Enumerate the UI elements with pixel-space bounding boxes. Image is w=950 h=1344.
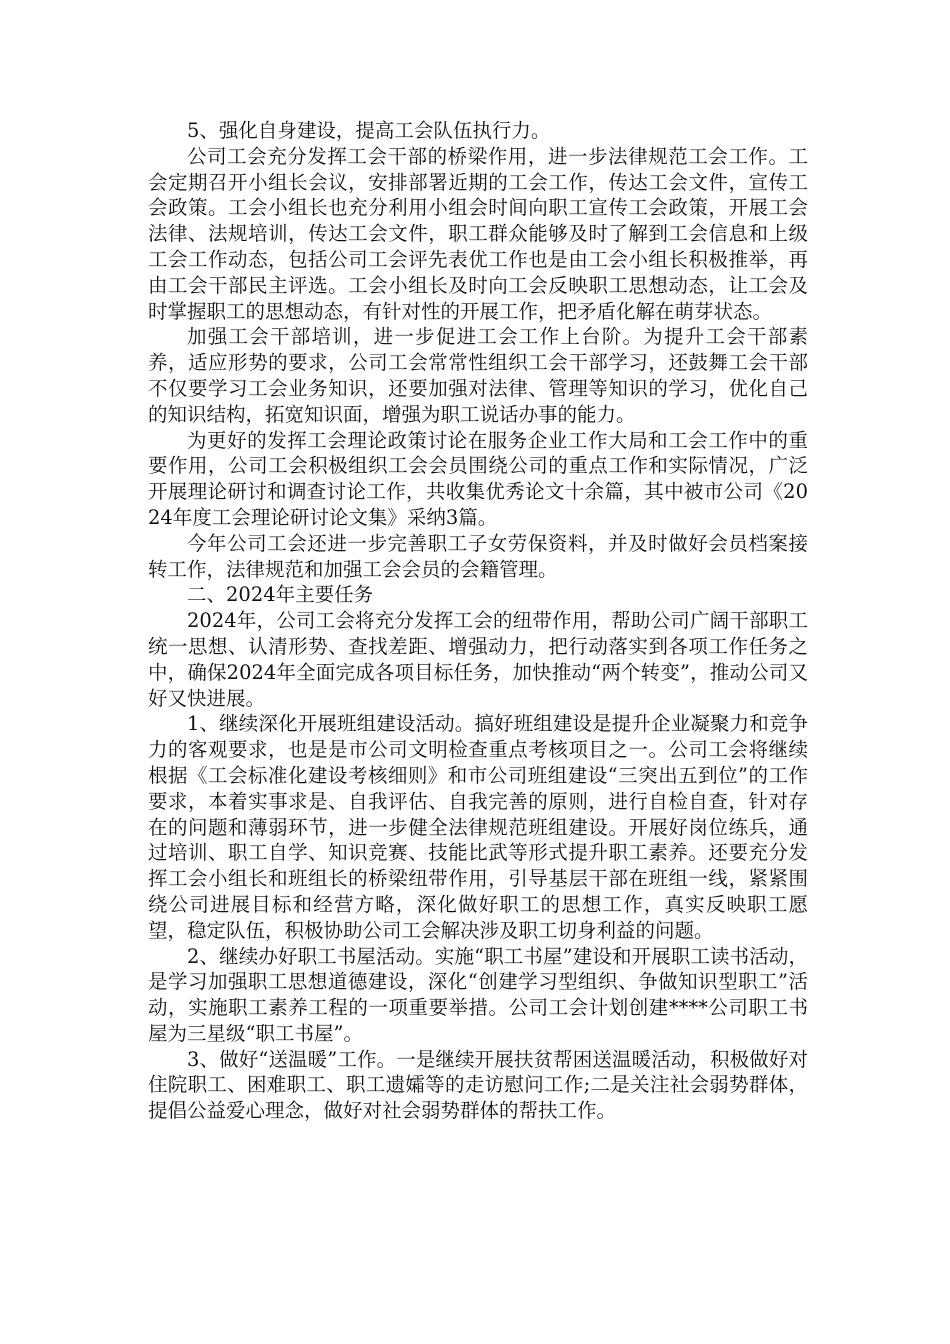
paragraph-cadre-training: 加强工会干部培训，进一步促进工会工作上台阶。为提升工会干部素养，适应形势的要求，公司工会常常性组织工会干部学习，还鼓舞工会干部不仅要学习工会业务知识，还要加强对法律、管理等知识的学习，优化自己的知识结构，拓宽知识面，增强为职工说话办事的能力。 [148, 325, 808, 426]
paragraph-task-3-send-warmth: 3、做好“送温暖”工作。一是继续开展扶贫帮困送温暖活动，积极做好对住院职工、困难职工、职工遗孀等的走访慰问工作;二是关注社会弱势群体，提倡公益爱心理念，做好对社会弱势群体的帮扶工作。 [148, 1047, 808, 1123]
paragraph-2024-overview: 2024年，公司工会将充分发挥工会的纽带作用，帮助公司广阔干部职工统一思想、认清形势、查找差距、增强动力，把行动落实到各项工作任务之中，确保2024年全面完成各项目标任务，加快推动“两个转变”，推动公司又好又快进展。 [148, 609, 808, 710]
paragraph-task-1-team-building: 1、继续深化开展班组建设活动。搞好班组建设是提升企业凝聚力和竞争力的客观要求，也是是市公司文明检查重点考核项目之一。公司工会将继续根据《工会标准化建设考核细则》和市公司班组建设“三突出五到位”的工作要求，本着实事求是、自我评估、自我完善的原则，进行自检自查，针对存在的问题和薄弱环节，进一步健全法律规范班组建设。开展好岗位练兵，通过培训、职工自学、知识竞赛、技能比武等形式提升职工素养。还要充分发挥工会小组长和班组长的桥梁纽带作用，引导基层干部在班组一线，紧紧围绕公司进展目标和经营方略，深化做好职工的思想工作，真实反映职工愿望，稳定队伍，积极协助公司工会解决涉及职工切身利益的问题。 [148, 712, 808, 942]
paragraph-union-cadre-bridge: 公司工会充分发挥工会干部的桥梁作用，进一步法律规范工会工作。工会定期召开小组长会议，安排部署近期的工会工作，传达工会文件，宣传工会政策。工会小组长也充分利用小组会时间向职工宣传工会政策，开展工会法律、法规培训，传达工会文件，职工群众能够及时了解到工会信息和上级工会工作动态，包括公司工会评先表优工作也是由工会小组长积极推举，再由工会干部民主评选。工会小组长及时向工会反映职工思想动态，让工会及时掌握职工的思想动态，有针对性的开展工作，把矛盾化解在萌芽状态。 [148, 144, 808, 323]
paragraph-task-2-staff-library: 2、继续办好职工书屋活动。实施“职工书屋”建设和开展职工读书活动，是学习加强职工思想道德建设，深化“创建学习型组织、争做知识型职工”活动，实施职工素养工程的一项重要举措。公司工会计划创建****公司职工书屋为三星级“职工书屋”。 [148, 944, 808, 1045]
section-heading-5: 5、强化自身建设，提高工会队伍执行力。 [187, 119, 551, 142]
paragraph-member-records: 今年公司工会还进一步完善职工子女劳保资料，并及时做好会员档案接转工作，法律规范和加强工会会员的会籍管理。 [148, 531, 808, 581]
section-heading-main-tasks: 二、2024年主要任务 [187, 583, 374, 607]
paragraph-theory-research: 为更好的发挥工会理论政策讨论在服务企业工作大局和工会工作中的重要作用，公司工会积极组织工会会员围绕公司的重点工作和实际情况，广泛开展理论研讨和调查讨论工作，共收集优秀论文十余篇，其中被市公司《2024年度工会理论研讨论文集》采纳3篇。 [148, 428, 808, 529]
document-page [148, 118, 808, 1124]
